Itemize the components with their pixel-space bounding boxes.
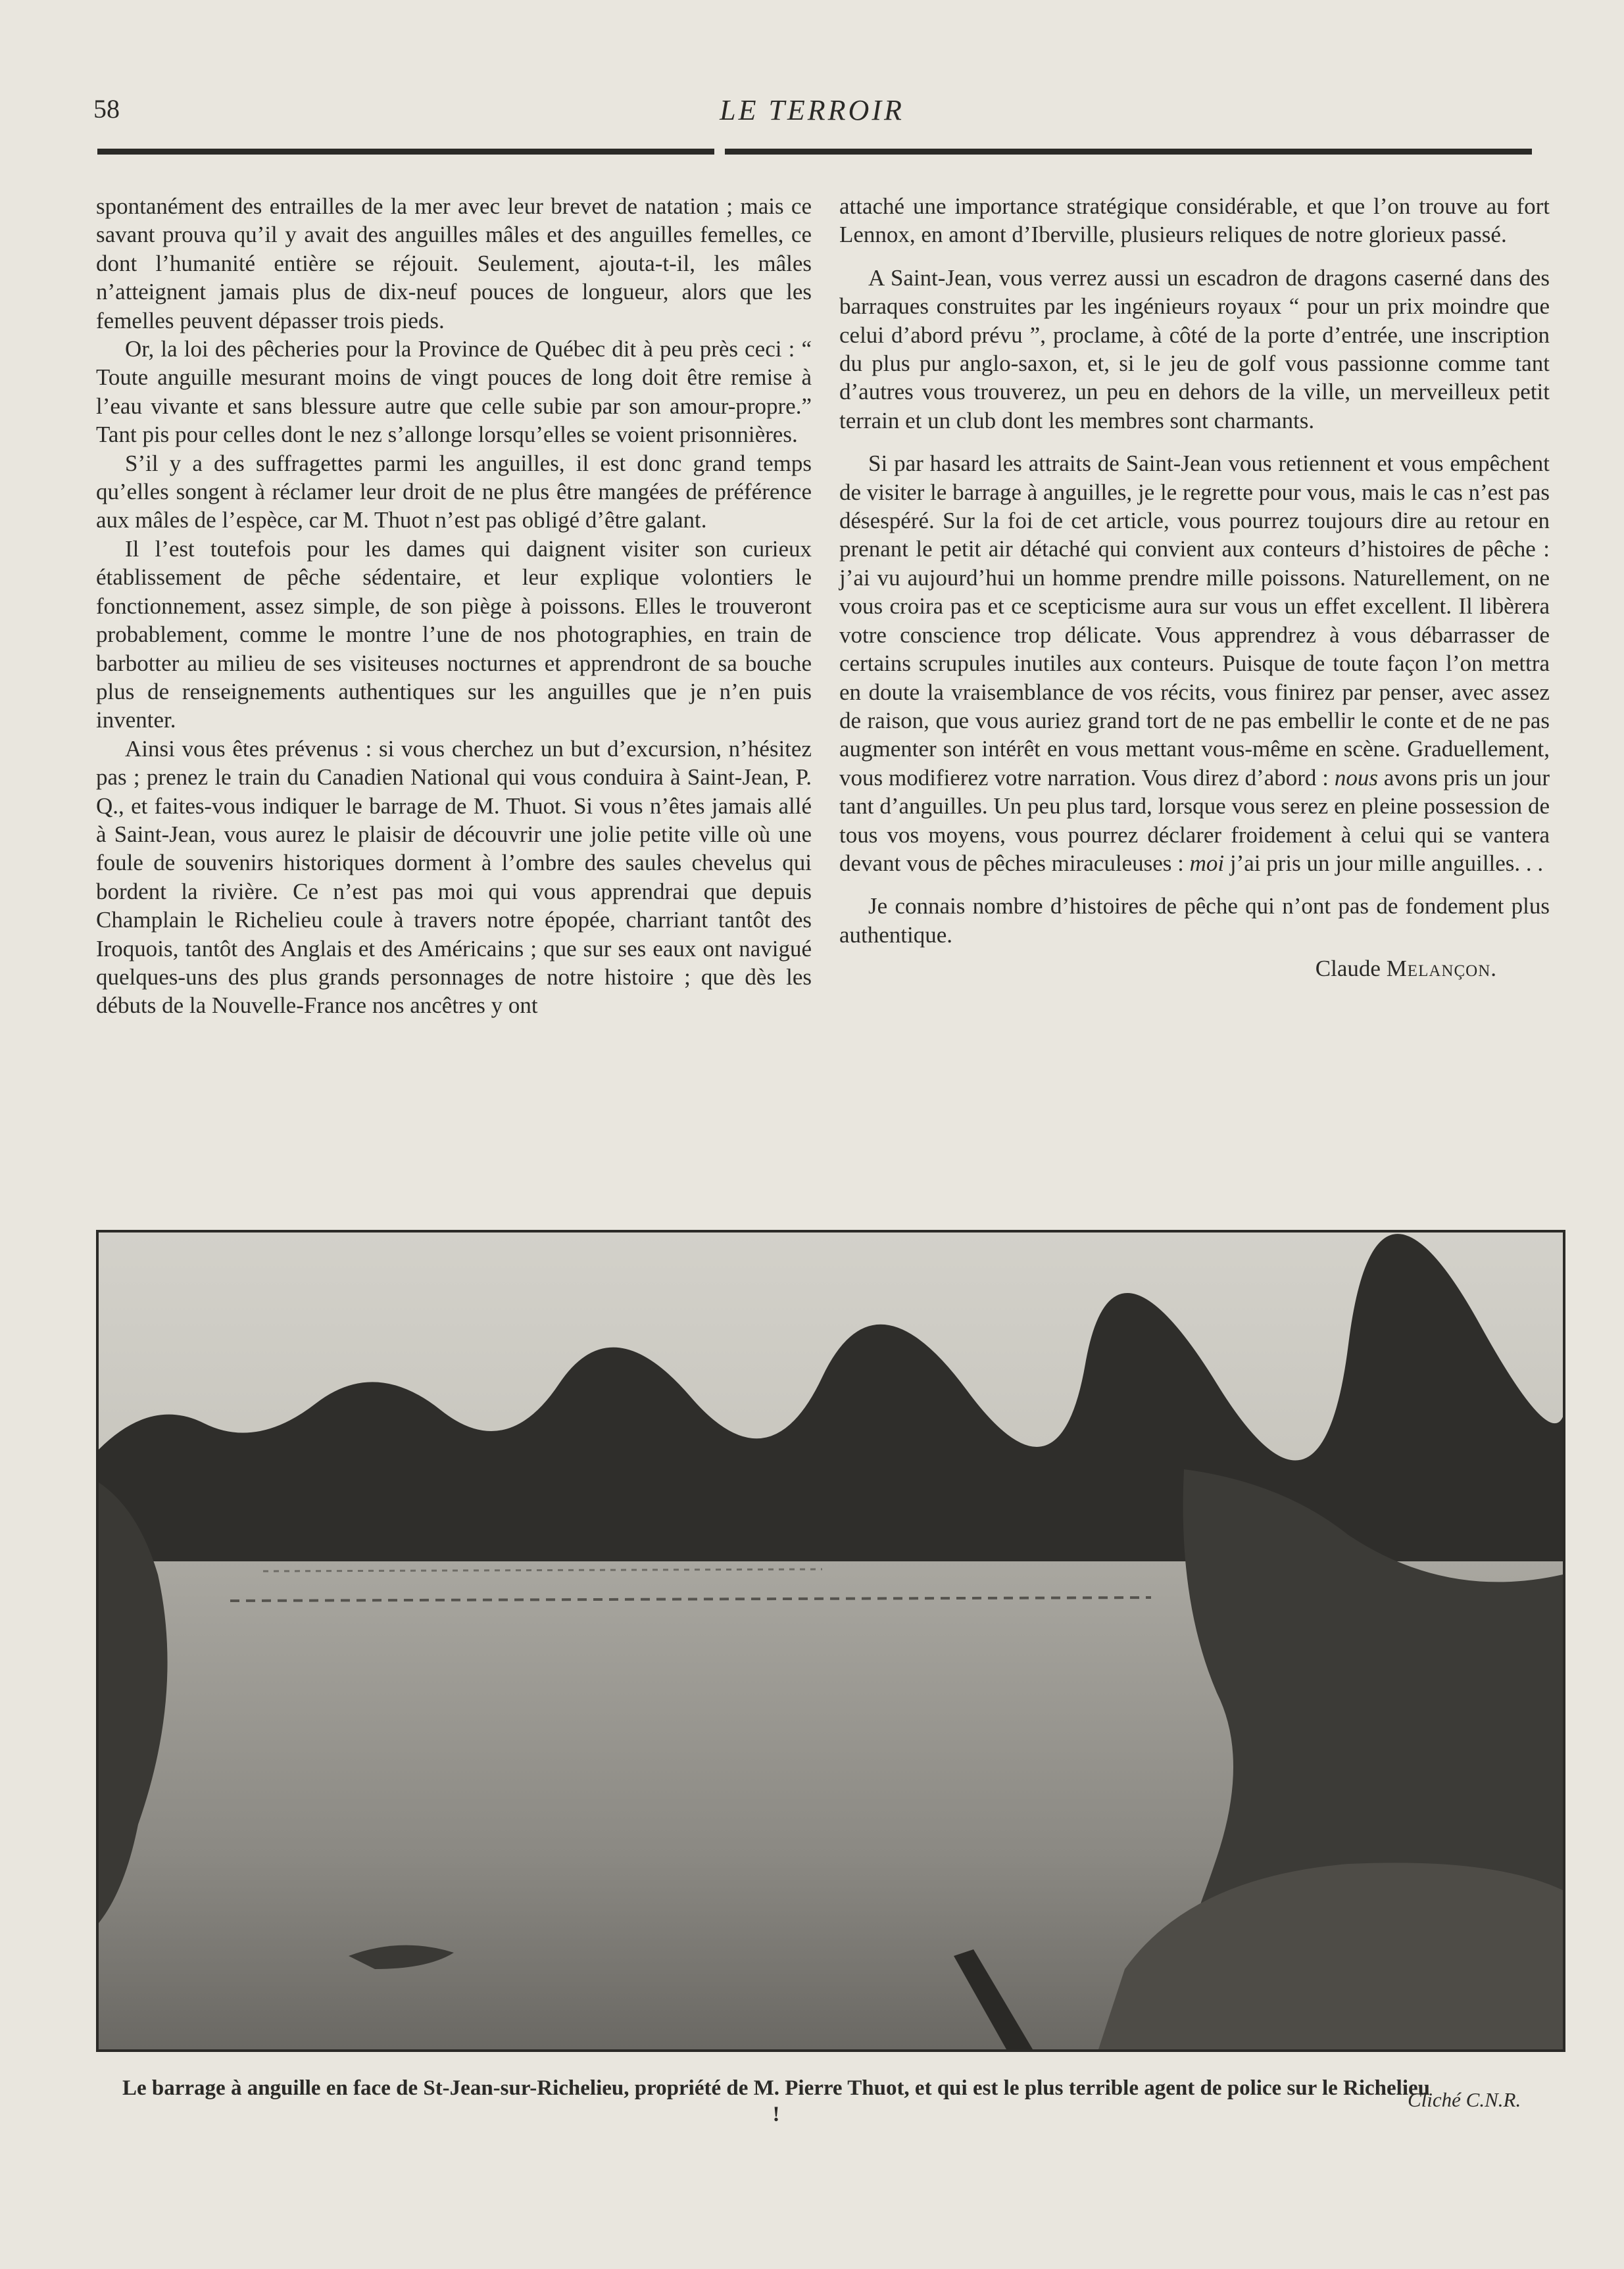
paragraph [839, 449, 1550, 877]
paragraph: spontanément des entrailles de la mer avec leur brevet de natation ; mais ce savant prouva qu’il y avait des anguilles mâles et des anguilles femelles, ce dont l’humanité entière se réjouit. Seulement, ajouta-t-il, les mâles n’atteignent jamais plus de dix-neuf pouces de longueur, alors que les femelles peuvent dépasser trois pieds. [96, 193, 812, 333]
paragraph: Or, la loi des pêcheries pour la Province de Québec dit à peu près ceci : “ Toute anguille mesurant moins de vingt pouces de long doit être remise à l’eau vivante et sans blessure autre que celle subie par son amour-propre.” Tant pis pour celles dont le nez s’allonge lorsqu’elles se voient prisonnières. [96, 336, 812, 448]
paragraph: Il l’est toutefois pour les dames qui daignent visiter son curieux établissement de pêche sédentaire, et leur explique volontiers le fonctionnement, assez simple, de son piège à poissons. Elles le trouveront probablement, comme le montre l’une de nos photographies, en train de barbotter au milieu de ses visiteuses nocturnes et apprendront de sa bouche plus de renseignements authentiques sur les anguilles que je n’en puis inventer. [96, 535, 812, 733]
running-title: LE TERROIR [720, 94, 904, 126]
paragraph: attaché une importance stratégique considérable, et que l’on trouve au fort Lennox, en amont d’Iberville, plusieurs reliques de notre glorieux passé. [839, 193, 1550, 248]
author-first-name: Claude [1315, 956, 1381, 982]
emphasis-nous: nous [1334, 764, 1378, 791]
paragraph: Je connais nombre d’histoires de pêche qui n’ont pas de fondement plus authentique. [839, 893, 1550, 948]
left-column [96, 192, 812, 1020]
header-rule-left [97, 149, 714, 155]
author-last-name: Melançon. [1386, 956, 1497, 982]
paragraph-text: j’ai pris un jour mille anguilles. . . [1224, 850, 1544, 876]
paragraph: A Saint-Jean, vous verrez aussi un escadron de dragons caserné dans des barraques construites par les ingénieurs royaux “ pour un prix moindre que celui d’abord prévu ”, proclame, à côté de la porte d’entrée, une inscription du plus pur anglo-saxon, et, si le jeu de golf vous passionne comme tant d’autres vous trouverez, un peu en dehors de la ville, un merveilleux petit terrain et un club dont les membres sont charmants. [839, 264, 1550, 433]
photo-caption: Le barrage à anguille en face de St-Jean-sur-Richelieu, propriété de M. Pierre Thuot, et qui est le plus terrible agent de police sur le Richelieu ! [122, 2076, 1430, 2126]
header-rule-right [725, 149, 1532, 155]
right-column [839, 192, 1550, 983]
page-number: 58 [93, 94, 120, 124]
paragraph: S’il y a des suffragettes parmi les anguilles, il est donc grand temps qu’elles songent à réclamer leur droit de ne plus être mangées de préférence aux mâles de l’espèce, car M. Thuot n’est pas obligé d’être galant. [96, 450, 812, 533]
river-photograph [96, 1230, 1565, 2052]
paragraph: Ainsi vous êtes prévenus : si vous cherchez un but d’excursion, n’hésitez pas ; prenez le train du Canadien National qui vous conduira à Saint-Jean, P. Q., et faites-vous indiquer le barrage de M. Thuot. Si vous n’êtes jamais allé à Saint-Jean, vous aurez le plaisir de découvrir une jolie petite ville où une foule de souvenirs historiques dorment à l’ombre des saules chevelus qui bordent la rivière. Ce n’est pas moi qui vous apprendrai que depuis Champlain le Richelieu coule à travers notre épopée, charriant tantôt des Iroquois, tantôt des Anglais et des Américains ; que sur ses eaux ont navigué quelques-uns des plus grands personnages de notre histoire ; que dès les débuts de la Nouvelle-France nos ancêtres y ont [96, 735, 812, 1019]
photo-illustration [99, 1232, 1563, 2049]
paragraph-text: Si par hasard les attraits de Saint-Jean vous retiennent et vous empêchent de visiter le barrage à anguilles, je le regrette pour vous, mais le cas n’est pas désespéré. Sur la foi de cet article, vous pourrez toujours dire au retour en prenant le petit air détaché qui convient aux conteurs d’histoires de pêche : j’ai vu aujourd’hui un homme prendre mille poissons. Naturellement, on ne vous croira pas et ce scepticisme aura sur vous un effet excellent. Il libèrera votre conscience trop délicate. Vous apprendrez à vous débarrasser de certains scrupules inutiles aux conteurs. Puisque de toute façon l’on mettra en doute la vraisemblance de vos récits, vous finirez par penser, avec assez de raison, que vous auriez grand tort de ne pas embellir le conte et de ne pas augmenter son intérêt en vous mettant vous-même en scène. Graduellement, vous modifierez votre narration. Vous direz d’abord : [839, 451, 1550, 791]
photo-credit: Cliché C.N.R. [1408, 2088, 1521, 2111]
emphasis-moi: moi [1189, 850, 1225, 876]
author-signature [839, 954, 1550, 983]
paragraph-text: avons pris un jour tant d’anguilles. Un peu plus tard, lorsque vous serez en pleine possession de tous vos moyens, vous pourrez déclarer froidement à celui qui se vantera devant vous de pêches miraculeuses : [839, 764, 1550, 876]
